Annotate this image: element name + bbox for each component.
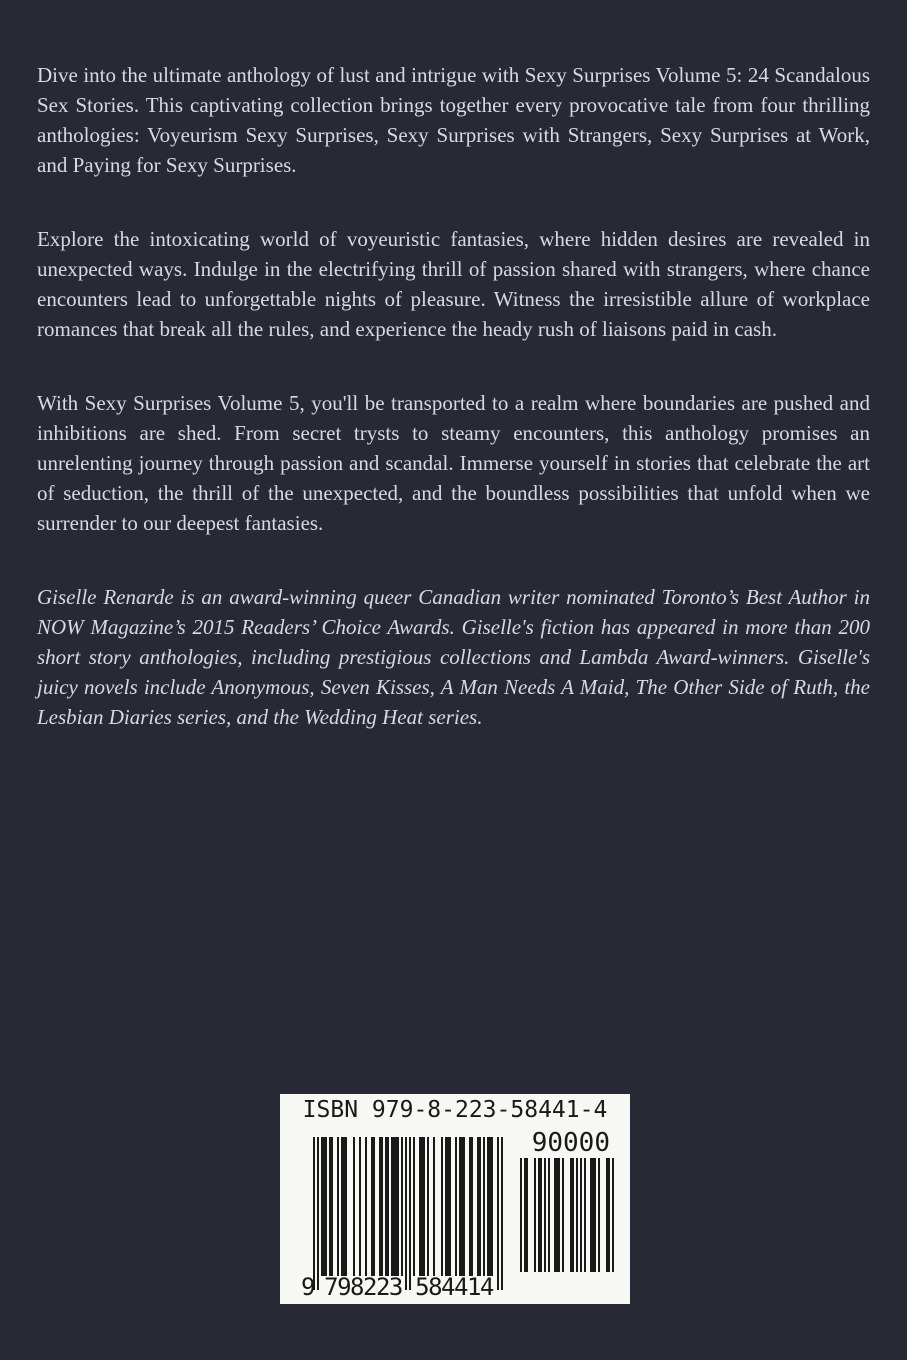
- barcode-bar: [590, 1158, 596, 1272]
- barcode-bar: [385, 1137, 389, 1276]
- barcode-bar: [441, 1137, 443, 1276]
- back-cover-blurb: [37, 60, 870, 776]
- barcode-bar: [365, 1137, 367, 1276]
- barcode-bar: [562, 1158, 564, 1272]
- blurb-paragraph-2: Explore the intoxicating world of voyeuristic fantasies, where hidden desires are revealed in unexpected ways. Indulge in the electrifying thrill of passion shared with strangers, where chance encounters lead to unforgettable nights of pleasure. Witness the irresistible allure of workplace romances that break all the rules, and experience the heady rush of liaisons paid in cash.: [37, 227, 870, 341]
- barcode-bar: [413, 1137, 415, 1276]
- barcode-bar: [477, 1137, 481, 1276]
- barcode-digit-lead: 9: [301, 1273, 314, 1301]
- barcode-bar: [313, 1137, 315, 1290]
- barcode-bar: [598, 1158, 600, 1272]
- barcode-bar: [341, 1137, 347, 1276]
- barcode-bar: [483, 1137, 485, 1276]
- barcode-bar: [554, 1158, 560, 1272]
- barcode-bar: [459, 1137, 465, 1276]
- barcode-bar: [548, 1158, 550, 1272]
- barcode-bar: [391, 1137, 399, 1276]
- barcode-bar: [445, 1137, 451, 1276]
- barcode-bar: [576, 1158, 578, 1272]
- barcode-bar: [409, 1137, 411, 1290]
- ean13-barcode: [313, 1137, 503, 1290]
- barcode-bar: [501, 1137, 503, 1290]
- barcode-bar: [487, 1137, 493, 1276]
- barcode-bar: [469, 1137, 473, 1276]
- isbn-barcode-block: [280, 1094, 630, 1304]
- barcode-bar: [606, 1158, 610, 1272]
- barcode-bar: [570, 1158, 574, 1272]
- ean5-addon-barcode: [518, 1158, 614, 1272]
- barcode-bar: [497, 1137, 499, 1290]
- barcode-bar: [359, 1137, 361, 1276]
- barcode-bar: [371, 1137, 375, 1276]
- barcode-bar: [329, 1137, 333, 1276]
- barcode-bar: [538, 1158, 542, 1272]
- barcode-bar: [524, 1158, 528, 1272]
- barcode-bar: [544, 1158, 546, 1272]
- barcode-bar: [337, 1137, 339, 1276]
- blurb-paragraph-1: Dive into the ultimate anthology of lust and intrigue with Sexy Surprises Volume 5: 24 Scandalous Sex Stories. This captivating collection brings together every provocative tale from four thrilling anthologies: Voyeurism Sexy Surprises, Sexy Surprises with Strangers, Sexy Surprises at Work, and Paying for Sexy Surprises.: [37, 63, 870, 177]
- barcode-digits-right-group: 584414: [415, 1273, 493, 1301]
- barcode-bar: [520, 1158, 522, 1272]
- barcode-bar: [379, 1137, 383, 1276]
- barcode-bar: [321, 1137, 327, 1276]
- barcode-bar: [353, 1137, 355, 1276]
- isbn-number-text: ISBN 979-8-223-58441-4: [302, 1097, 608, 1123]
- barcode-bar: [317, 1137, 319, 1290]
- barcode-bar: [433, 1137, 435, 1276]
- barcode-bar: [401, 1137, 403, 1276]
- barcode-bar: [427, 1137, 429, 1276]
- barcode-bar: [405, 1137, 407, 1290]
- barcode-bar: [455, 1137, 457, 1276]
- barcode-digits-left-group: 798223: [324, 1273, 402, 1301]
- barcode-bar: [419, 1137, 425, 1276]
- barcode-bar: [534, 1158, 536, 1272]
- price-code-text: 90000: [531, 1128, 610, 1158]
- blurb-paragraph-3: With Sexy Surprises Volume 5, you'll be transported to a realm where boundaries are pushed and inhibitions are shed. From secret trysts to steamy encounters, this anthology promises an unrelenting journey through passion and scandal. Immerse yourself in stories that celebrate the art of seduction, the thrill of the unexpected, and the boundless possibilities that unfold when we surrender to our deepest fantasies.: [37, 391, 870, 535]
- barcode-bar: [612, 1158, 614, 1272]
- barcode-bar: [584, 1158, 586, 1272]
- author-bio-paragraph: Giselle Renarde is an award-winning queer Canadian writer nominated Toronto’s Best Author in NOW Magazine’s 2015 Readers’ Choice Awards. Giselle's fiction has appeared in more than 200 short story anthologies, including prestigious collections and Lambda Award-winners. Giselle's juicy novels include Anonymous, Seven Kisses, A Man Needs A Maid, The Other Side of Ruth, the Lesbian Diaries series, and the Wedding Heat series.: [37, 585, 870, 729]
- barcode-bar: [580, 1158, 582, 1272]
